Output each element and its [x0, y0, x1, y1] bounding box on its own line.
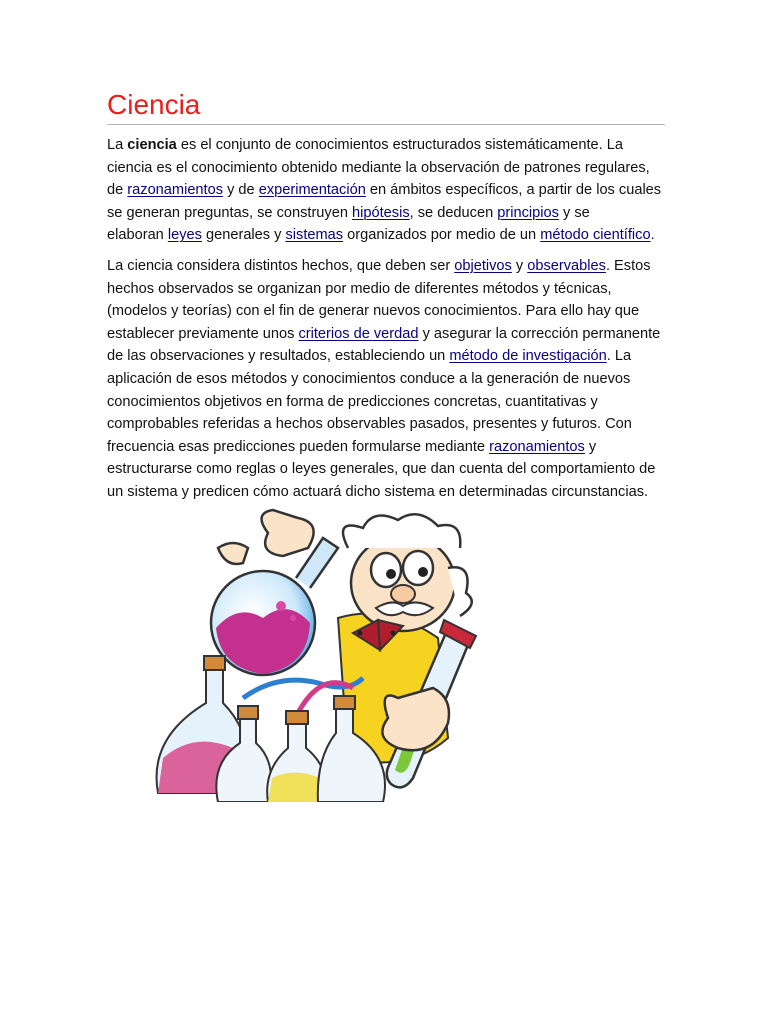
- text-line: aplicación de esos métodos y conocimientos conduce a la generación de nuevos: [107, 370, 631, 387]
- page-title: Ciencia: [107, 88, 665, 125]
- link-hipotesis[interactable]: hipótesis: [352, 204, 410, 221]
- link-experimentacion[interactable]: experimentación: [258, 182, 366, 199]
- scientist-illustration: [148, 508, 486, 802]
- bold-term: ciencia: [127, 137, 177, 153]
- paragraph-body: [107, 255, 665, 504]
- text-line: elaboran leyes generales y sistemas organizados por medio de un método científico.: [107, 227, 655, 244]
- text-line: conocimientos objetivos en forma de predicciones concretas, cuantitativas y: [107, 393, 598, 410]
- text-line: establecer previamente unos criterios de verdad y asegurar la corrección permanente: [107, 325, 661, 342]
- document-page: [107, 88, 665, 504]
- text-line: ciencia es el conocimiento obtenido mediante la observación de patrones regulares,: [107, 159, 650, 176]
- link-leyes[interactable]: leyes: [167, 227, 202, 244]
- scientist-with-flasks-icon: [148, 508, 486, 802]
- text-line: La ciencia es el conjunto de conocimientos estructurados sistemáticamente. La: [107, 137, 623, 153]
- text-line: hechos observados se organizan por medio de diferentes métodos y técnicas,: [107, 280, 612, 297]
- link-principios[interactable]: principios: [497, 204, 559, 221]
- text-line: un sistema y predicen cómo actuará dicho sistema en determinadas circunstancias.: [107, 483, 649, 500]
- text-line: comprobables referidas a hechos observables pasados, presentes y futuros. Con: [107, 416, 632, 433]
- link-razonamientos-2[interactable]: razonamientos: [489, 438, 585, 455]
- text-line: frecuencia esas predicciones pueden formularse mediante razonamientos y: [107, 438, 597, 455]
- paragraph-intro: [107, 134, 665, 247]
- link-sistemas[interactable]: sistemas: [285, 227, 344, 244]
- text-line: de razonamientos y de experimentación en ámbitos específicos, a partir de los cuales: [107, 182, 662, 199]
- text-line: (modelos y teorías) con el fin de generar nuevos conocimientos. Para ello hay que: [107, 303, 640, 320]
- link-observables[interactable]: observables: [527, 257, 606, 274]
- link-metodo-de-investigacion[interactable]: método de investigación: [449, 348, 607, 365]
- text-line: de las observaciones y resultados, estableciendo un método de investigación. La: [107, 348, 632, 365]
- link-razonamientos[interactable]: razonamientos: [127, 182, 224, 199]
- link-criterios-de-verdad[interactable]: criterios de verdad: [298, 325, 419, 342]
- link-metodo-cientifico[interactable]: método científico: [540, 227, 651, 244]
- text-line: estructurarse como reglas o leyes generales, que dan cuenta del comportamiento de: [107, 461, 656, 478]
- text-line: La ciencia considera distintos hechos, que deben ser objetivos y observables. Estos: [107, 257, 651, 274]
- text-line: se generan preguntas, se construyen hipótesis, se deducen principios y se: [107, 204, 590, 221]
- link-objetivos[interactable]: objetivos: [454, 257, 512, 274]
